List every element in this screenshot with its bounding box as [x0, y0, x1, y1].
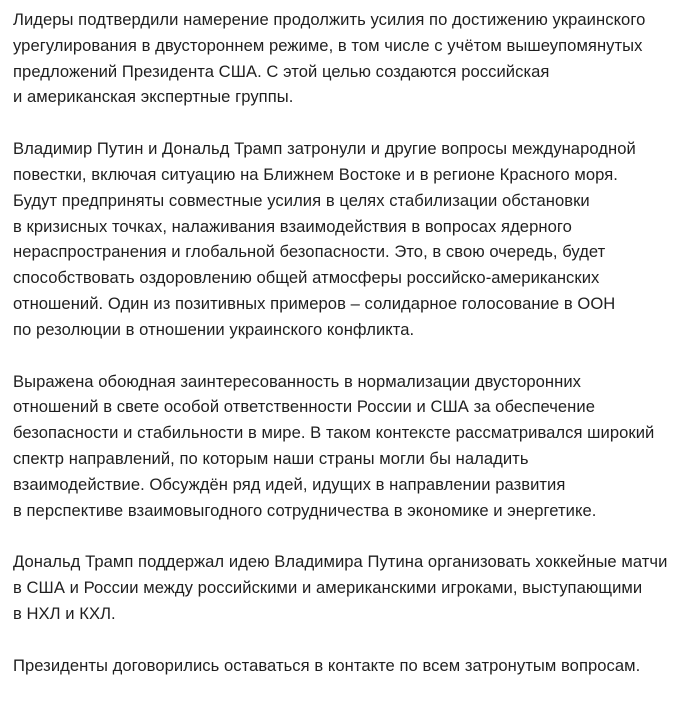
text-line: в кризисных точках, налаживания взаимодействия в вопросах ядерного: [13, 216, 572, 236]
paragraph-bilateral-relations: [13, 369, 685, 524]
text-line: по резолюции в отношении украинского конфликта.: [13, 319, 415, 339]
text-line: Владимир Путин и Дональд Трамп затронули и другие вопросы международной: [13, 139, 636, 159]
text-line: взаимодействие. Обсуждён ряд идей, идущих в направлении развития: [13, 474, 566, 494]
text-line: Президенты договорились оставаться в контакте по всем затронутым вопросам.: [13, 655, 641, 675]
text-line: отношений в свете особой ответственности России и США за обеспечение: [13, 397, 595, 417]
paragraph-expert-groups: [13, 7, 685, 110]
paragraph-international-agenda: [13, 136, 685, 342]
text-line: в США и России между российскими и американскими игроками, выступающими: [13, 578, 643, 598]
article-body: [13, 7, 685, 679]
paragraph-hockey-matches: [13, 549, 685, 626]
text-line: отношений. Один из позитивных примеров – солидарное голосование в ООН: [13, 293, 616, 313]
text-line: Выражена обоюдная заинтересованность в нормализации двусторонних: [13, 371, 582, 391]
text-line: повестки, включая ситуацию на Ближнем Востоке и в регионе Красного моря.: [13, 164, 618, 184]
text-line: Дональд Трамп поддержал идею Владимира Путина организовать хоккейные матчи: [13, 552, 668, 572]
text-line: Будут предприняты совместные усилия в целях стабилизации обстановки: [13, 190, 590, 210]
text-line: способствовать оздоровлению общей атмосферы российско-американских: [13, 268, 600, 288]
text-line: Лидеры подтвердили намерение продолжить усилия по достижению украинского: [13, 10, 646, 29]
text-line: предложений Президента США. С этой целью создаются российская: [13, 61, 550, 81]
text-line: спектр направлений, по которым наши страны могли бы наладить: [13, 448, 529, 468]
text-line: нераспространения и глобальной безопасности. Это, в свою очередь, будет: [13, 242, 606, 262]
text-line: урегулирования в двустороннем режиме, в том числе с учётом вышеупомянутых: [13, 35, 643, 55]
text-line: и американская экспертные группы.: [13, 87, 294, 107]
text-line: в перспективе взаимовыгодного сотрудничества в экономике и энергетике.: [13, 500, 597, 520]
text-line: в НХЛ и КХЛ.: [13, 603, 116, 623]
paragraph-stay-in-contact: [13, 653, 685, 679]
text-line: безопасности и стабильности в мире. В таком контексте рассматривался широкий: [13, 423, 655, 443]
